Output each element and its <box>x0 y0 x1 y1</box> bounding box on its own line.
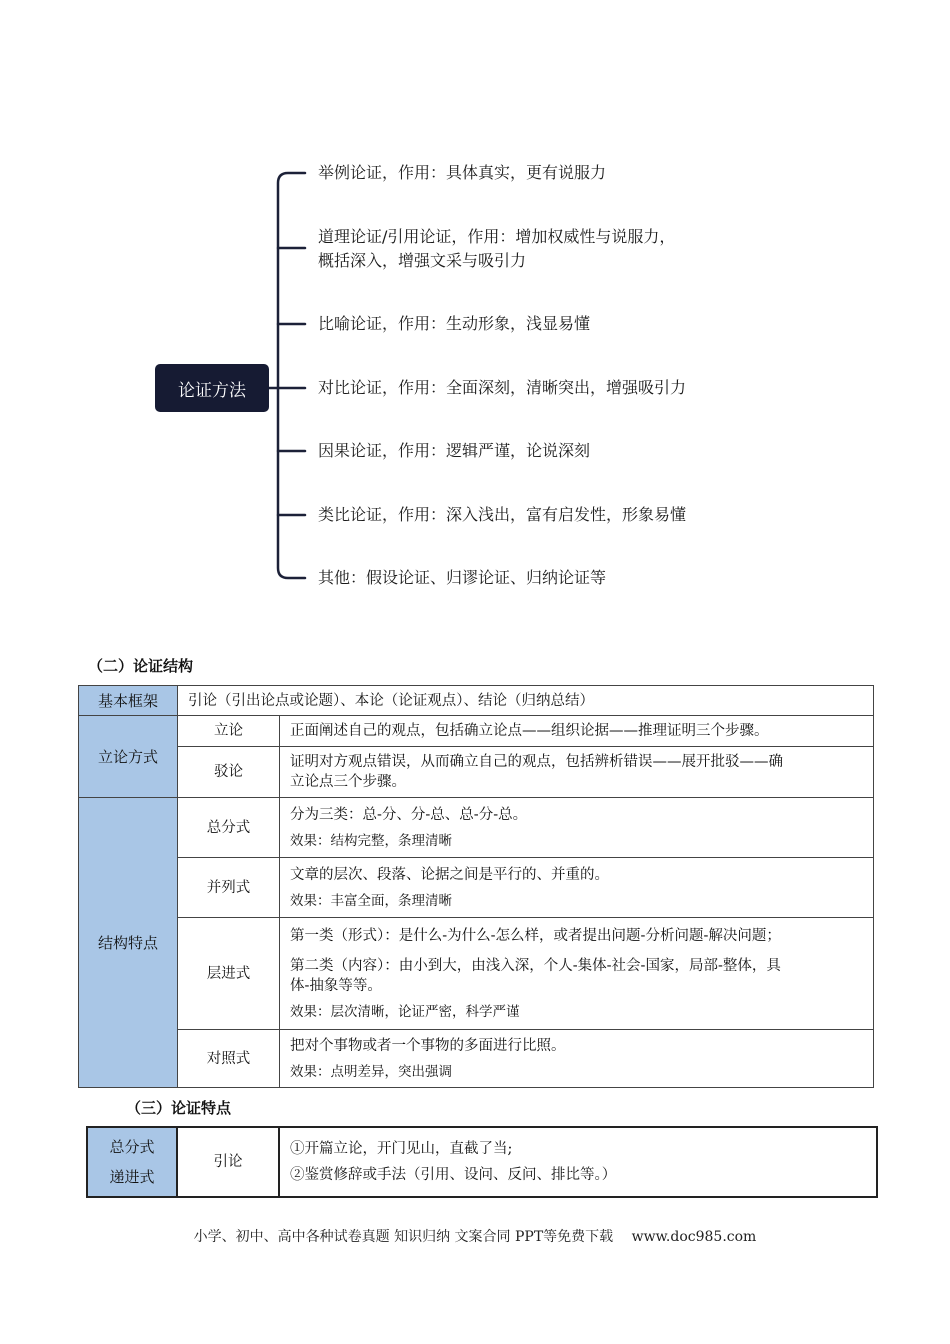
structure-name-contrast: 对照式 <box>178 1030 280 1088</box>
structure-effect-progressive: 效果：层次清晰，论证严密，科学严谨 <box>290 1003 520 1020</box>
structure-text-progressive-2b: 体-抽象等等。 <box>290 977 382 994</box>
structure-text-progressive-2a: 第二类（内容）：由小到大，由浅入深，个人-集体-社会-国家，局部-整体，具 <box>290 957 781 974</box>
mindmap-branch-other: 其他：假设论证、归谬论证、归纳论证等 <box>318 568 607 587</box>
features-label-line1: 总分式 <box>109 1138 155 1156</box>
structure-table <box>78 685 874 1088</box>
structure-text-general: 分为三类：总-分、分-总、总-分-总。 <box>290 806 528 823</box>
structure-cell-parallel <box>280 858 874 918</box>
features-label <box>87 1127 177 1197</box>
framework-label: 基本框架 <box>79 686 178 716</box>
mindmap-branch-example: 举例论证，作用：具体真实，更有说服力 <box>318 163 607 182</box>
mindmap-branch-causal: 因果论证，作用：逻辑严谨，论说深刻 <box>318 441 591 460</box>
method-text-refute-line2: 立论点三个步骤。 <box>290 774 406 790</box>
mindmap-branch-reasoning-line2: 概括深入，增强文采与吸引力 <box>318 251 527 270</box>
structure-name-progressive: 层进式 <box>178 918 280 1030</box>
structure-text-parallel: 文章的层次、段落、论据之间是平行的、并重的。 <box>290 866 609 883</box>
method-label: 立论方式 <box>79 716 178 798</box>
method-name-establish: 立论 <box>178 716 280 747</box>
table-row <box>79 1030 874 1088</box>
structure-label: 结构特点 <box>79 798 178 1088</box>
features-table <box>86 1126 878 1198</box>
mindmap-branch-metaphor: 比喻论证，作用：生动形象，浅显易懂 <box>318 314 591 333</box>
mindmap-root-node: 论证方法 <box>155 364 269 412</box>
method-text-refute-line1: 证明对方观点错误，从而确立自己的观点，包括辨析错误——展开批驳——确 <box>290 754 783 770</box>
section-title-structure: （二）论证结构 <box>88 657 194 675</box>
mindmap-branch-contrast: 对比论证，作用：全面深刻，清晰突出，增强吸引力 <box>318 378 687 397</box>
method-text-establish: 正面阐述自己的观点，包括确立论点——组织论据——推理证明三个步骤。 <box>280 716 874 747</box>
mindmap-branch-analogy: 类比论证，作用：深入浅出，富有启发性，形象易懂 <box>318 505 687 524</box>
structure-cell-progressive <box>280 918 874 1030</box>
table-row <box>87 1127 877 1197</box>
method-name-refute: 驳论 <box>178 747 280 798</box>
structure-name-general: 总分式 <box>178 798 280 858</box>
features-item-1: ①开篇立论，开门见山，直截了当; <box>290 1141 513 1157</box>
table-row <box>79 858 874 918</box>
structure-cell-contrast <box>280 1030 874 1088</box>
structure-effect-general: 效果：结构完整，条理清晰 <box>290 832 452 849</box>
table-row <box>79 798 874 858</box>
features-label-line2: 递进式 <box>109 1168 155 1186</box>
method-text-refute <box>280 747 874 798</box>
features-sub-label: 引论 <box>177 1127 279 1197</box>
structure-cell-general <box>280 798 874 858</box>
mindmap-branch-reasoning-line1: 道理论证/引用论证，作用：增加权威性与说服力， <box>318 227 676 246</box>
structure-text-progressive-1: 第一类（形式）：是什么-为什么-怎么样，或者提出问题-分析问题-解决问题； <box>290 927 781 944</box>
features-cell <box>279 1127 877 1197</box>
structure-name-parallel: 并列式 <box>178 858 280 918</box>
table-row <box>79 686 874 716</box>
section-title-features: （三）论证特点 <box>126 1099 232 1117</box>
table-row <box>79 716 874 747</box>
page-footer: 小学、初中、高中各种试卷真题 知识归纳 文案合同 PPT等免费下载 www.doc985.com <box>193 1229 757 1245</box>
framework-text: 引论（引出论点或论题）、本论（论证观点）、结论（归纳总结） <box>178 686 874 716</box>
structure-text-contrast: 把对个事物或者一个事物的多面进行比照。 <box>290 1037 566 1054</box>
mindmap <box>0 0 950 620</box>
features-item-2: ②鉴赏修辞或手法（引用、设问、反问、排比等。） <box>290 1167 617 1183</box>
structure-effect-contrast: 效果：点明差异，突出强调 <box>290 1063 452 1080</box>
mindmap-connectors <box>0 0 950 620</box>
structure-effect-parallel: 效果：丰富全面，条理清晰 <box>290 892 452 909</box>
table-row <box>79 747 874 798</box>
table-row <box>79 918 874 1030</box>
